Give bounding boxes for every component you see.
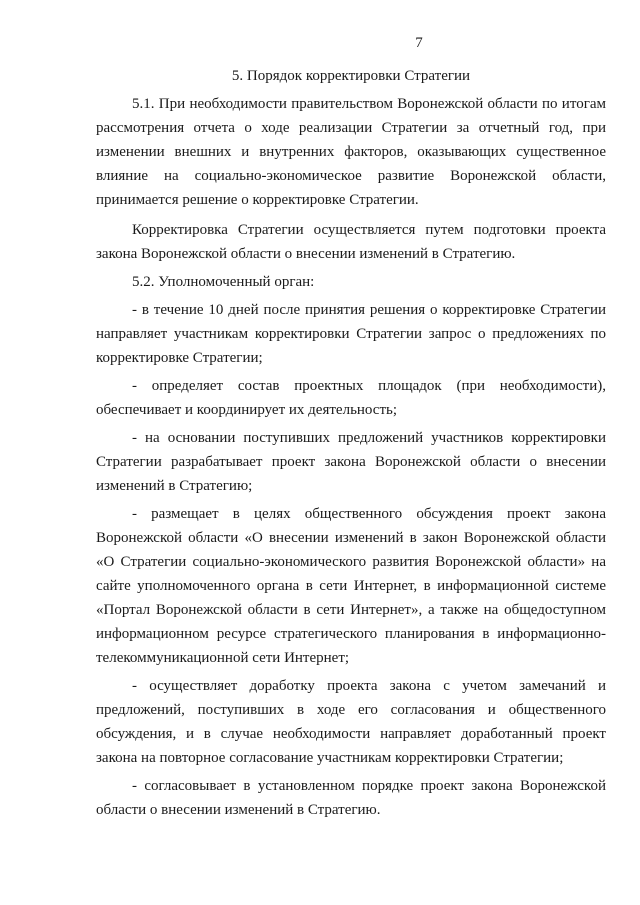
paragraph-5-1: 5.1. При необходимости правительством Воронежской области по итогам рассмотрения отчета о ходе реализации Стратегии за отчетный год, при изменении внешних и внутренних факторов, оказывающих существенное влияние на социально-экономическое развитие Воронежской области, принимается решение о корректировке Стратегии.: [96, 96, 606, 208]
list-item-project-platforms: - определяет состав проектных площадок (при необходимости), обеспечивает и координирует их деятельность;: [96, 378, 606, 418]
section-heading: 5. Порядок корректировки Стратегии: [231, 68, 471, 84]
list-item-finalize-draft: - осуществляет доработку проекта закона с учетом замечаний и предложений, поступивших в ходе его согласования и общественного обсуждения, и в случае необходимости направляет доработанный проект закона на повторное согласование участникам корректировки Стратегии;: [96, 678, 606, 766]
list-item-develop-draft: - на основании поступивших предложений участников корректировки Стратегии разрабатывает проект закона Воронежской области о внесении изменений в Стратегию;: [96, 430, 606, 494]
list-item-approve-draft: - согласовывает в установленном порядке проект закона Воронежской области о внесении изменений в Стратегию.: [96, 778, 606, 818]
page-number-text: 7: [415, 35, 423, 51]
list-item-request-proposals: - в течение 10 дней после принятия решения о корректировке Стратегии направляет участникам корректировки Стратегии запрос о предложениях по корректировке Стратегии;: [96, 302, 606, 366]
paragraph-5-2: 5.2. Уполномоченный орган:: [132, 274, 315, 290]
paragraph-correction-method: Корректировка Стратегии осуществляется путем подготовки проекта закона Воронежской области о внесении изменений в Стратегию.: [96, 222, 606, 262]
page-number: [0, 34, 640, 52]
document-body: [96, 92, 606, 826]
list-item-publish-discussion: - размещает в целях общественного обсуждения проект закона Воронежской области «О внесении изменений в закон Воронежской области «О Стратегии социально-экономического развития Воронежской области» на сайте уполномоченного органа в сети Интернет, в информационной системе «Портал Воронежской области в сети Интернет», а также на общедоступном информационном ресурсе стратегического планирования в информационно-телекоммуникационной сети Интернет;: [96, 506, 606, 666]
